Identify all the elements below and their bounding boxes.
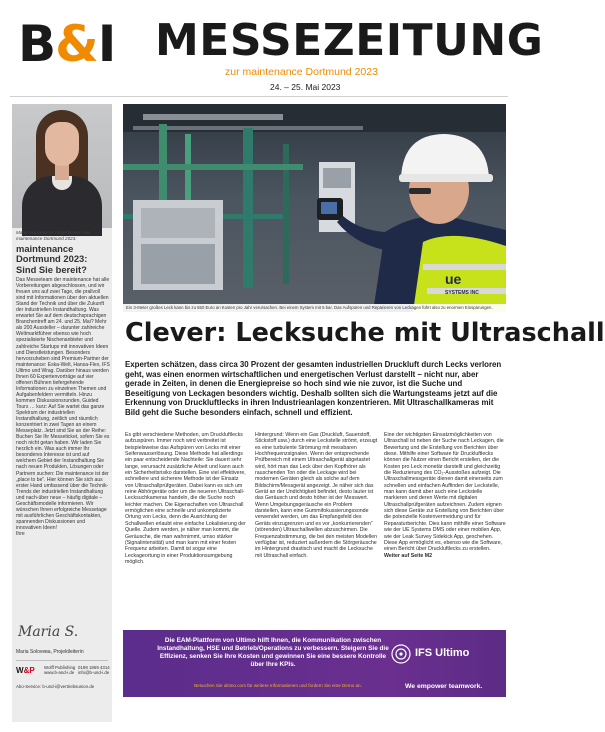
publisher-email[interactable]: info@b-und-i.de [78, 670, 110, 676]
article-lead: Experten schätzen, dass circa 30 Prozent der gesamten industriellen Druckluft durch Lecks verloren geht, was einen enormen wirtschaftlichen und energetischen Verlust darstellt – nicht nur, aber gerade in Zeiten, in denen die Energiepreise so hoch sind wie nie zuvor, ist die Suche und Beseitigung von Leckagen besonders wichtig. Deshalb sollten sich die Wartungsteams jetzt auf die Erkennung von Druckluftlecks in ihren Industrieanlagen konzentrieren. Mit Ultraschallkameras mit Bild geht die Suche besonders einfach, schnell und effizient. [125, 360, 502, 417]
logo-letter-i: I [97, 15, 116, 73]
ifs-logo-icon [391, 644, 411, 664]
ad-copy: Die EAM-Plattform von Ultimo hilft Ihnen, die Kommunikation zwischen Instandhaltung, HSE und Betrieb/Operations zu verbessern. Steigern Sie die Effizienz, senken Sie Ihre Kosten und gewinnen Sie eine bessere Kontrolle über Ihre KPIs. [157, 637, 389, 669]
logo-ampersand: & [55, 15, 98, 73]
article-column-3-text: Eine der wichtigsten Einsatzmöglichkeiten von Ultraschall ist neben der Suche nach Leckagen, die Bewertung und die Erstellung von Berichten über diese. Mithilfe einer Software für Druckluftlecks können die Nutzer einen Bericht erstellen, der die Kosten pro Leck monetär darstellt und gleichzeitig die Reduzierung des CO₂-Ausstoßes aufzeigt. Die Ultraschallmessgeräte dienen damit einerseits zum schnellen und einfachen Auffinden der Leckstelle, man kann damit aber auch eine Leckstelle markieren und deren Werte mit digitalen Ultraschallprüfgeräten aufzeichnen. Zudem eignen sich diese Geräte zur Erstellung von Berichten über die potenzielle Kostenvermeidung und für Reparaturberichte. Dies kann mithilfe einer Software wie der UE Systems DMS oder einer mobilen App, wie der Leak Survey Sidekick App, geschehen. Diese App ermöglicht es, ebenso wie die Software, einen Bericht über Druckluftlecks zu erstellen. [384, 432, 506, 553]
signer-name: Maria Solovева, Projektleiterin [16, 649, 84, 655]
bi-logo [18, 16, 115, 72]
publisher-contact [44, 665, 75, 675]
masthead-divider [10, 96, 508, 97]
sidebar-body-text [16, 277, 110, 537]
publisher-contact-2 [78, 665, 110, 675]
article-column-2: Hintergrund: Wenn ein Gas (Druckluft, Sauerstoff, Stickstoff usw.) durch eine Leckstelle strömt, erzeugt es eine turbulente Strömung mit messbaren Hochfrequenzsignalen. Wenn der entsprechende Prüfbereich mit einem Ultraschallgerät abgetastet wird, hört man das Leck über den Kopfhörer als rauschenden Ton oder die Leckage wird bei modernen Geräten gleich als solche auf dem Bildschirm/Messgerät angezeigt. Je näher sich das Gerät an der Undichtigkeit befindet, desto lauter ist das Geräusch und desto höher ist der Messwert. Wenn Umgebungsgeräusche ein Problem darstellen, kann eine Gummifokussierungssonde verwendet werden, um das Empfangsfeld des Geräts einzugrenzen und es vor „konkurrierenden“ (störenden) Ultraschallwellen abzuschirmen. Die Frequenzabstimmung, die bei den meisten Modellen verfügbar ist, reduziert außerdem die Störgeräusche im Hintergrund drastisch und macht die Lecksuche mit Ultraschall einfach. [255, 432, 378, 559]
ad-link[interactable]: Besuchen Sie ultimo.com für weitere Informationen und fordern Sie eine Demo an. [194, 683, 362, 688]
continued-link[interactable]: Weiter auf Seite M2 [384, 552, 433, 559]
publisher-site[interactable]: www.b-and-i.de [44, 670, 75, 676]
photo-caption: Ein 3-Meter großes Leck kann bis zu 650 Euro an Kosten pro Jahr verursachen. Bei einem System mit 5 bar. Das Aufspüren und Reparieren von Leckagen führt also zu enormen Einsparungen. [123, 304, 506, 312]
publisher-phone: 0198 1869 4314 [78, 665, 110, 670]
masthead [0, 0, 544, 100]
masthead-date: 24. – 25. Mai 2023 [270, 82, 341, 92]
sidebar-divider [16, 660, 108, 661]
vest-brand: ue [445, 271, 462, 287]
signature: Maria S. [18, 624, 79, 640]
article-column-1: Es gibt verschiedene Methoden, um Druckluftlecks aufzuspüren. Immer noch wird verbreitet ist beispielsweise das Aufspüren von Lecks mit einer Seifenwasserlösung. Diese Methode hat allerdings ein paar entscheidende Nachteile: Sie dauert sehr lange, verursacht zusätzliche Arbeit und kann auch ein Sicherheitsrisiko darstellen. Eine viel effektivere, schnellere und sicherere Methode ist der Einsatz von Ultraschallprüfgeräten. Dabei kann es sich um reine Abhörgeräte oder um die neueren Ultraschall-Lecksuchkameras handeln, die die Suche noch leichter machen. Die Eigenschaften von Ultraschall ermöglichen eine schnelle und unkomplizierte Ortung von Lecks, denn die Ausrichtung der Schallwellen erlaubt eine einfache Lokalisierung der Quelle. Zudem werden, je näher man kommt, die Geräusche, die man wahrnimmt, umso stärker (Signalintensität) und man kann mit einer festen Frequenz arbeiten. Damit ist sogar eine Leckageortung in einer Produktionsumgebung möglich. [125, 432, 246, 565]
editorial-sidebar [12, 104, 112, 722]
masthead-title: MESSEZEITUNG [155, 15, 544, 66]
masthead-subtitle: zur maintenance Dortmund 2023 [225, 66, 378, 78]
ad-tagline: We empower teamwork. [405, 683, 483, 690]
portrait-caption: Maria Solovева ist Projektleiterin der maintenance Dortmund 2023. [16, 230, 91, 241]
vest-brand-sub: SYSTEMS INC [445, 290, 479, 296]
logo-letter-b: B [18, 15, 56, 73]
ad-brand: IFS Ultimo [415, 647, 470, 659]
ifs-ultimo-ad[interactable] [123, 630, 506, 697]
hero-photo [123, 104, 506, 312]
sidebar-heading: maintenance Dortmund 2023: Sind Sie bereit? [16, 243, 88, 275]
portrait-photo [12, 104, 112, 228]
publisher-logo: W&P [16, 666, 35, 675]
subscription-service: Abo-Service: b-und-i@vertriebsunion.de [16, 684, 95, 689]
article-headline: Clever: Lecksuche mit Ultraschall [125, 318, 605, 348]
publisher-name: Wolff Publishing [44, 665, 76, 670]
sidebar-greeting: Ihre [16, 530, 25, 537]
sidebar-body: Das Messeteam der maintenance hat alle Vorbereitungen abgeschlossen, und wir freuen uns auf zwei Tage, die prallvoll sind mit Informationen über den aktuellen Stand der Technik und über die Zukunft der industriellen Instandhaltung. Was erwartet Sie auf dem deutschsprachigen Branchentreff am 24. und 25. Mai? Mehr als 200 Aussteller – darunter zahlreiche Weltmarktführer ebenso wie hoch spezialisierte Nischenanbieter und zahlreiche Startups mit innovativen Ideen und Dienstleistungen. Besonders hervorzuheben sind Premium-Partner der maintenance: Eska-Welt, Hansa-Flex, IFS Ultimo und Wrag. Darüber hinaus werden Ihnen 60 Expertenvorträge auf vier offenen Bühnen tiefergehende Informationen zu einzelnen Themen und Aufgabenfeldern vermitteln. Hinzu kommen Diskussionsrunden, Guided Tours … kurz: Auf Sie wartet das ganze Spektrum der industriellen Instandhaltung, zeitlich und räumlich konzentriert in zwei Tagen an einem Messeplatz. Jetzt sind Sie an der Reihe: Buchen Sie Ihr Messeticket, sofern Sie es noch nicht getan haben. Wir laden Sie herzlich ein. Was auch immer Ihr besonderes Interesse ist und auf welchem Gebiet der Instandhaltung Sie nach neuen Produkten, Lösungen oder Partnern suchen: Die maintenance ist der „place to be“. Hier können Sie sich aus erster Hand umfassend über die Technik-Trends der industriellen Instandhaltung und nach-über neue – häufig digitale – Geschäftsmodelle informieren. Wir wünschen Ihnen erfolgreiche Messetage mit ausführlichen Geschäftskontakten, spannenden Diskussionen und innovativen Ideen! [16, 277, 110, 531]
article-column-3 [384, 432, 507, 559]
